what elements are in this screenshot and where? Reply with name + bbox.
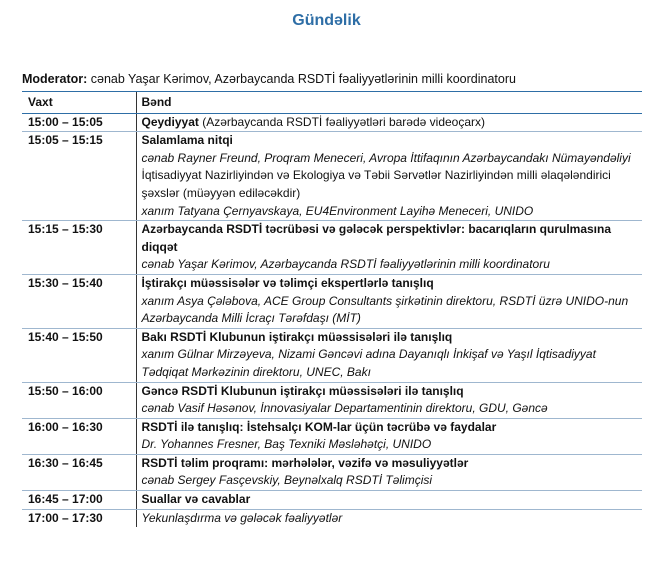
agenda-item-title-text: Qeydiyyat <box>141 114 199 129</box>
agenda-item-speaker: cənab Yaşar Kərimov, Azərbaycanda RSDTİ fəaliyyətlərinin milli koordinatoru <box>141 257 550 272</box>
agenda-table <box>22 91 642 527</box>
agenda-item-title <box>142 419 639 437</box>
agenda-time: 15:40 – 15:50 <box>22 328 136 382</box>
agenda-item <box>136 328 642 382</box>
agenda-item-speaker: cənab Rayner Freund, Proqram Meneceri, Avropa İttifaqının Azərbaycandakı Nümayəndəliyi <box>141 150 631 165</box>
agenda-body <box>22 113 642 527</box>
agenda-item-title-text: İştirakçı müəssisələr və təlimçi ekspertlərlə tanışlıq <box>141 275 434 290</box>
agenda-time: 15:15 – 15:30 <box>22 221 136 275</box>
agenda-time: 15:50 – 16:00 <box>22 382 136 418</box>
agenda-item-speaker: xanım Gülnar Mirzəyeva, Nizami Gəncəvi adına Dayanıqlı İnkişaf və Yaşıl İqtisadiyyat Tədqiqat Mərkəzinin direktoru, UNEC, Bakı <box>141 347 596 379</box>
agenda-time: 16:30 – 16:45 <box>22 454 136 490</box>
agenda-time: 17:00 – 17:30 <box>28 510 103 525</box>
agenda-item <box>136 132 642 221</box>
agenda-row <box>22 113 642 132</box>
agenda-item-speaker: Yekunlaşdırma və gələcək fəaliyyətlər <box>141 510 343 525</box>
agenda-row <box>22 418 642 454</box>
agenda-item-title <box>142 132 639 150</box>
agenda-item-title-text: Azərbaycanda RSDTİ təcrübəsi və gələcək perspektivlər: bacarıqların qurulmasına diqqət <box>141 222 612 254</box>
header-time: Vaxt <box>22 92 136 114</box>
agenda-row <box>22 328 642 382</box>
header-item: Bənd <box>136 92 642 114</box>
agenda-row <box>22 491 642 510</box>
agenda-time: 16:45 – 17:00 <box>22 491 136 510</box>
agenda-item <box>136 382 642 418</box>
agenda-time: 16:00 – 16:30 <box>22 418 136 454</box>
agenda-item-title-text: Suallar və cavablar <box>141 492 251 507</box>
agenda-item <box>136 221 642 275</box>
agenda-item-title <box>142 455 639 473</box>
agenda-item-note: İqtisadiyyat Nazirliyindən və Ekologiya və Təbii Sərvətlər Nazirliyindən milli əlaqələndirici şəxslər (müəyyən ediləcəkdir) <box>141 168 611 200</box>
agenda-item-title <box>142 329 639 347</box>
agenda-item-speaker: xanım Tatyana Çernyavskaya, EU4Environment Layihə Meneceri, UNIDO <box>141 203 534 218</box>
page-title: Gündəlik <box>292 12 361 29</box>
agenda-time: 15:00 – 15:05 <box>22 113 136 132</box>
agenda-item <box>136 113 642 132</box>
agenda-item <box>136 418 642 454</box>
agenda-item-title-extra: (Azərbaycanda RSDTİ fəaliyyətləri barədə videoçarx) <box>198 114 485 129</box>
agenda-item-title <box>142 275 639 293</box>
agenda-item-title <box>142 114 639 132</box>
agenda-item <box>136 491 642 510</box>
moderator-label: Moderator: <box>22 72 88 86</box>
agenda-row <box>22 454 642 490</box>
agenda-item <box>136 274 642 328</box>
agenda-item-title <box>142 491 639 509</box>
agenda-row <box>22 382 642 418</box>
agenda-item-speaker: cənab Sergey Fasçevskiy, Beynəlxalq RSDTİ Təlimçisi <box>141 473 433 488</box>
agenda-item-title-text: Gəncə RSDTİ Klubunun iştirakçı müəssisələri ilə tanışlıq <box>141 383 464 398</box>
moderator-text: cənab Yaşar Kərimov, Azərbaycanda RSDTİ fəaliyyətlərinin milli koordinatoru <box>87 72 516 86</box>
agenda-row <box>22 132 642 221</box>
agenda-item-speaker: Dr. Yohannes Fresner, Baş Texniki Məsləhətçi, UNIDO <box>141 437 432 452</box>
agenda-header-row <box>22 92 642 114</box>
moderator-line <box>22 72 516 86</box>
agenda-item-speaker: cənab Vasif Həsənov, İnnovasiyalar Departamentinin direktoru, GDU, Gəncə <box>141 401 548 416</box>
agenda-row <box>22 509 642 527</box>
agenda-item-title <box>142 383 639 401</box>
agenda-item-title-text: RSDTİ ilə tanışlıq: İstehsalçı KOM-lar üçün təcrübə və faydalar <box>141 419 497 434</box>
agenda-row <box>22 274 642 328</box>
agenda-item <box>136 509 642 527</box>
agenda-item-speaker: xanım Asya Çələbova, ACE Group Consultants şirkətinin direktoru, RSDTİ üzrə UNIDO-nun Azərbaycanda Milli İcraçı Tərəfdaşı (MİT) <box>141 293 629 326</box>
agenda-row <box>22 221 642 275</box>
agenda-item-title-text: Salamlama nitqi <box>141 133 233 148</box>
agenda-time: 15:30 – 15:40 <box>22 274 136 328</box>
agenda-time: 15:05 – 15:15 <box>22 132 136 221</box>
agenda-item-title-text: RSDTİ təlim proqramı: mərhələlər, vəzifə və məsuliyyətlər <box>141 455 469 470</box>
agenda-item-title-text: Bakı RSDTİ Klubunun iştirakçı müəssisələri ilə tanışlıq <box>141 329 453 344</box>
agenda-item <box>136 454 642 490</box>
agenda-item-title <box>142 221 639 256</box>
